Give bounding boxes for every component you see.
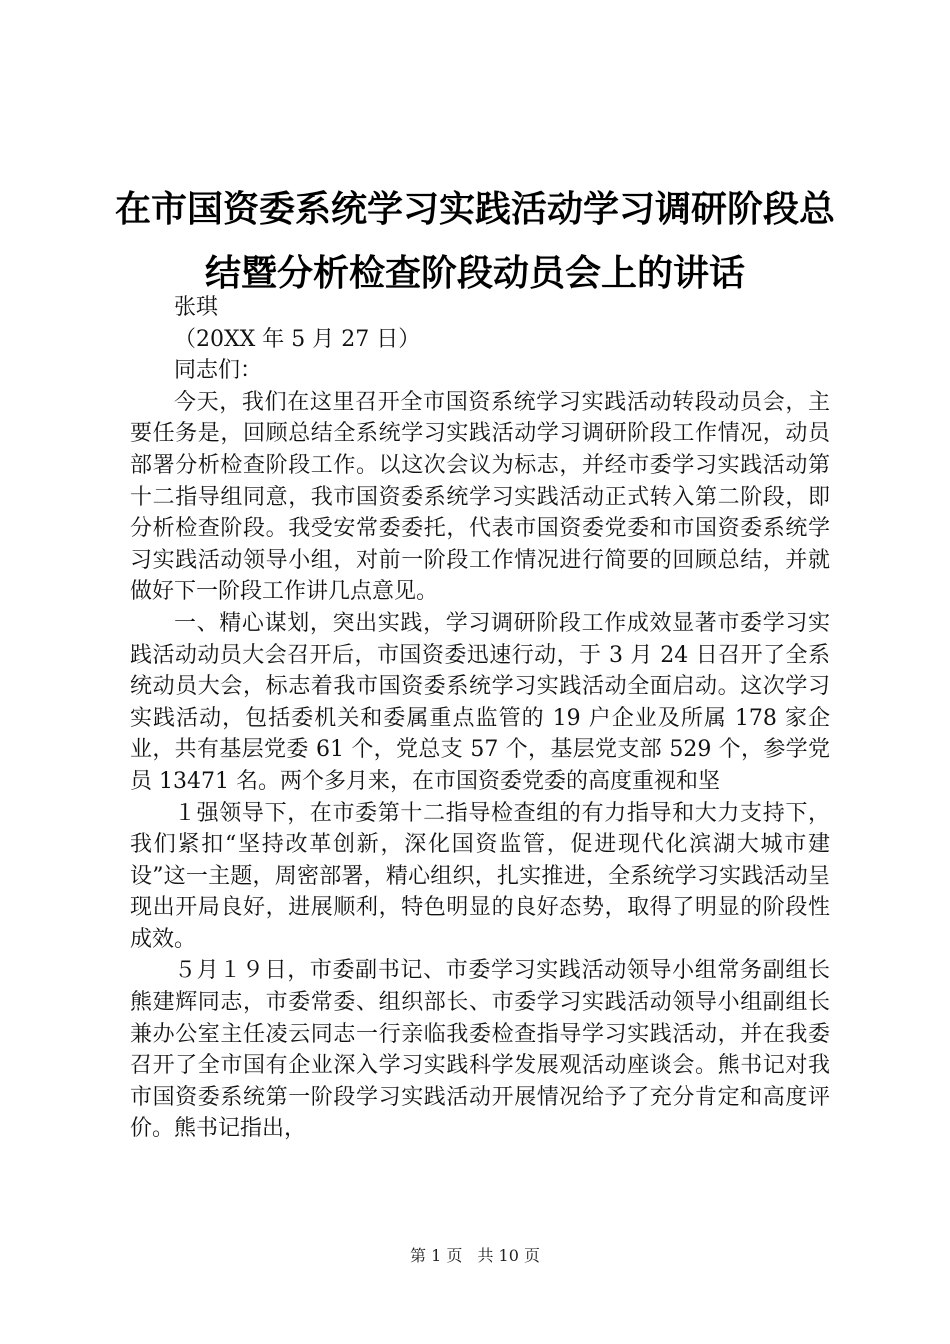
page-number: 第 1 页 (410, 1246, 463, 1265)
date-line: （20XX 年 5 月 27 日） (174, 326, 421, 352)
page-total: 共 10 页 (477, 1246, 540, 1265)
document-title (110, 178, 840, 306)
author-line: 张琪 (174, 295, 219, 320)
page-footer (0, 1243, 950, 1266)
document-body (130, 292, 830, 1145)
title-line-2: 结暨分析检查阶段动员会上的讲话 (204, 253, 745, 294)
body-paragraph: ５月１９日，市委副书记、市委学习实践活动领导小组常务副组长熊建辉同志，市委常委、组织部长、市委学习实践活动领导小组副组长兼办公室主任凌云同志一行亲临我委检查指导学习实践活动，并在我委召开了全市国有企业深入学习实践科学发展观活动座谈会。熊书记对我市国资委系统第一阶段学习实践活动开展情况给予了充分肯定和高度评价。熊书记指出， (130, 958, 830, 1142)
title-line-1: 在市国资委系统学习实践活动学习调研阶段总 (114, 189, 835, 230)
salutation: 同志们： (174, 358, 263, 384)
body-paragraph: 一、精心谋划，突出实践，学习调研阶段工作成效显著市委学习实践活动动员大会召开后，市国资委迅速行动，于 3 月 24 日召开了全系统动员大会，标志着我市国资委系统学习实践活动全面启动。这次学习实践活动，包括委机关和委属重点监管的 19 户企业及所属 178 家企业，共有基层党委 61 个，党总支 57 个，基层党支部 529 个，参学党员 13471 名。两个多月来，在市国资委党委的高度重视和坚 (130, 610, 830, 794)
body-paragraph: 今天，我们在这里召开全市国资系统学习实践活动转段动员会，主要任务是，回顾总结全系统学习实践活动学习调研阶段工作情况，动员部署分析检查阶段工作。以这次会议为标志，并经市委学习实践活动第十二指导组同意，我市国资委系统学习实践活动正式转入第二阶段，即分析检查阶段。我受安常委委托，代表市国资委党委和市国资委系统学习实践活动领导小组，对前一阶段工作情况进行简要的回顾总结，并就做好下一阶段工作讲几点意见。 (130, 389, 830, 605)
body-paragraph: １强领导下，在市委第十二指导检查组的有力指导和大力支持下，我们紧扣“坚持改革创新，深化国资监管，促进现代化滨湖大城市建设”这一主题，周密部署，精心组织，扎实推进，全系统学习实践活动呈现出开局良好，进展顺利，特色明显的良好态势，取得了明显的阶段性成效。 (130, 800, 830, 952)
